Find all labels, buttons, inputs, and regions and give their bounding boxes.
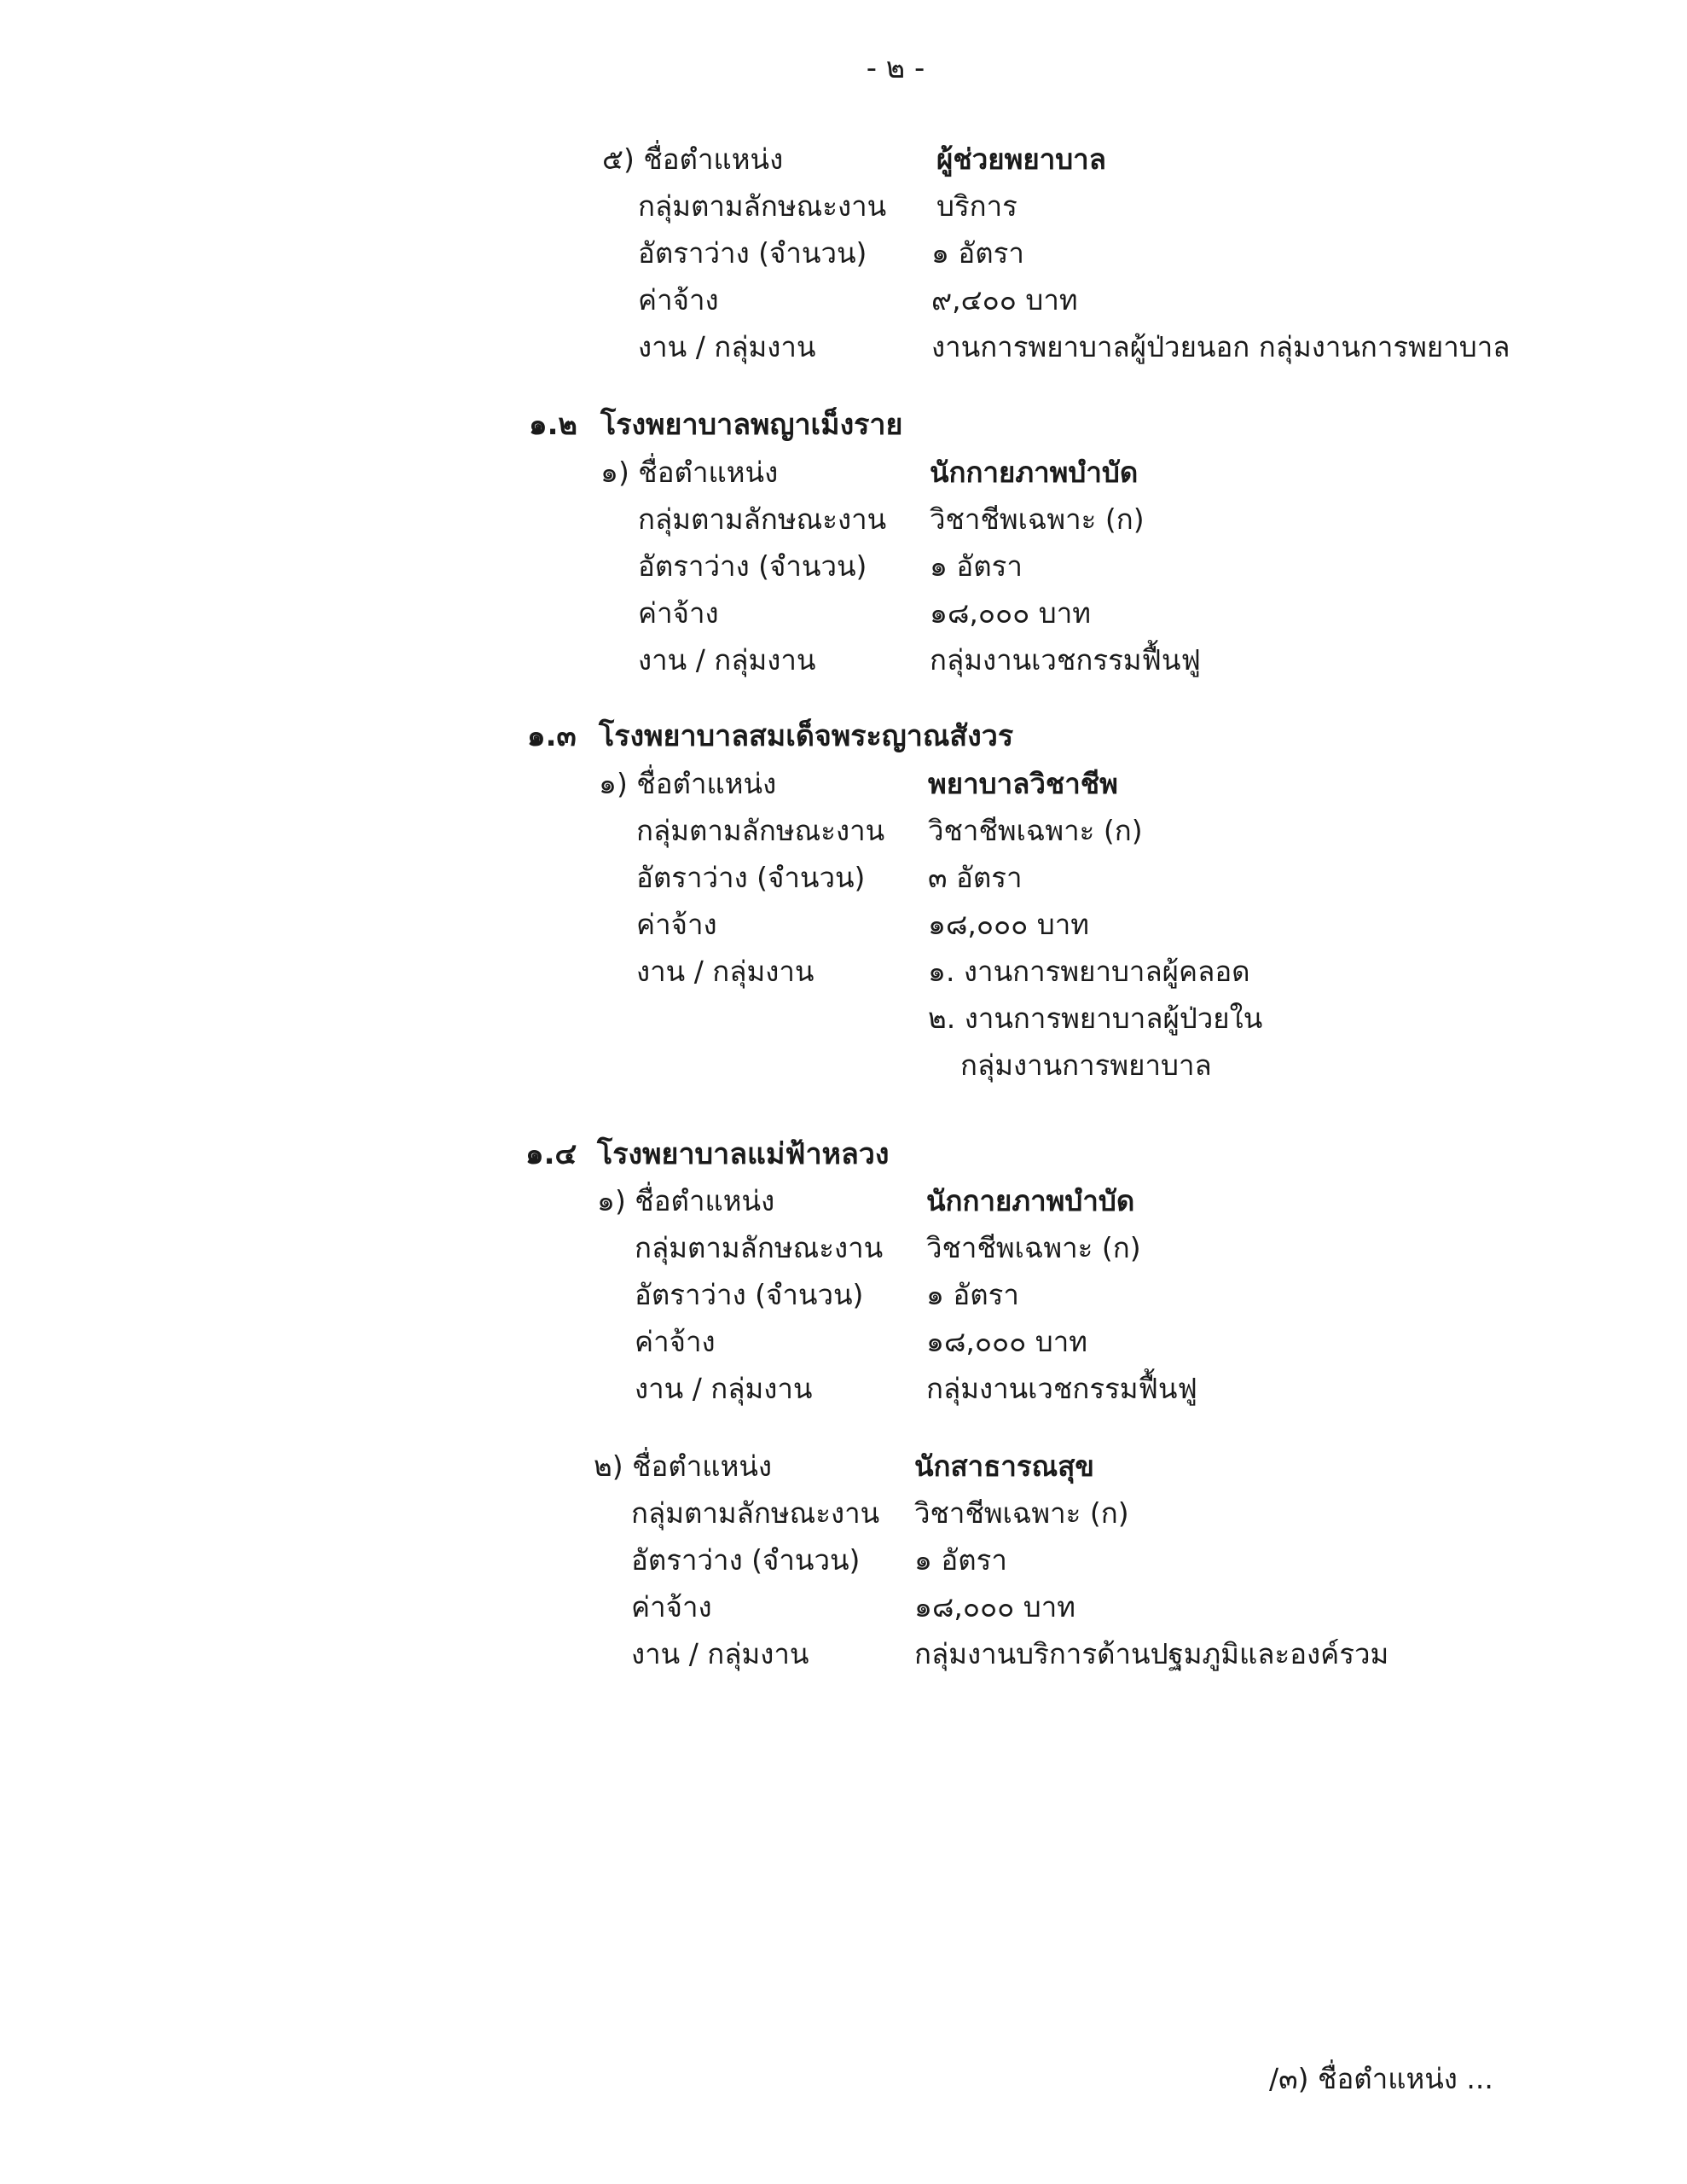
vacancy-value: ๑ อัตรา: [926, 1278, 1019, 1311]
unit-value-2: ๒. งานการพยาบาลผู้ป่วยใน: [928, 1002, 1263, 1035]
section-number: ๑.๓: [527, 719, 577, 753]
unit-label: งาน / กลุ่มงาน: [638, 643, 816, 677]
group-label: กลุ่มตามลักษณะงาน: [638, 189, 887, 223]
vacancy-value: ๑ อัตรา: [930, 549, 1023, 583]
unit-value: งานการพยาบาลผู้ป่วยนอก กลุ่มงานการพยาบาล: [931, 330, 1510, 363]
section-title: [527, 712, 1013, 758]
unit-value-1: ๑. งานการพยาบาลผู้คลอด: [928, 955, 1250, 988]
section-number: ๑.๔: [525, 1137, 577, 1171]
vacancy-label: อัตราว่าง (จำนวน): [631, 1543, 861, 1577]
vacancy-label: อัตราว่าง (จำนวน): [638, 236, 867, 270]
position-name: นักกายภาพบำบัด: [926, 1184, 1135, 1217]
group-value: บริการ: [936, 189, 1017, 223]
unit-value: กลุ่มงานเวชกรรมฟื้นฟู: [926, 1372, 1197, 1405]
vacancy-label: อัตราว่าง (จำนวน): [636, 861, 866, 894]
position-name: นักกายภาพบำบัด: [930, 456, 1139, 489]
wage-label: ค่าจ้าง: [638, 283, 719, 317]
position-name: ผู้ช่วยพยาบาล: [936, 142, 1106, 176]
unit-label: งาน / กลุ่มงาน: [638, 330, 816, 363]
wage-value: ๑๘,๐๐๐ บาท: [928, 908, 1090, 941]
group-value: วิชาชีพเฉพาะ (ก): [928, 814, 1143, 847]
section-name: โรงพยาบาลแม่ฟ้าหลวง: [597, 1137, 890, 1171]
group-label: กลุ่มตามลักษณะงาน: [638, 502, 887, 536]
group-value: วิชาชีพเฉพาะ (ก): [926, 1231, 1141, 1264]
wage-value: ๑๘,๐๐๐ บาท: [930, 596, 1092, 630]
vacancy-value: ๑ อัตรา: [914, 1543, 1007, 1577]
wage-value: ๑๘,๐๐๐ บาท: [926, 1325, 1088, 1358]
group-label: กลุ่มตามลักษณะงาน: [636, 814, 885, 847]
position-name: พยาบาลวิชาชีพ: [928, 767, 1118, 800]
group-value: วิชาชีพเฉพาะ (ก): [930, 502, 1145, 536]
unit-value: กลุ่มงานบริการด้านปฐมภูมิและองค์รวม: [914, 1637, 1389, 1670]
vacancy-label: อัตราว่าง (จำนวน): [638, 549, 867, 583]
section-title: [525, 1130, 890, 1176]
unit-value: กลุ่มงานเวชกรรมฟื้นฟู: [930, 643, 1201, 677]
wage-value: ๑๘,๐๐๐ บาท: [914, 1590, 1076, 1623]
vacancy-value: ๑ อัตรา: [931, 236, 1024, 270]
wage-value: ๙,๔๐๐ บาท: [931, 283, 1078, 317]
position-label: ๑) ชื่อตำแหน่ง: [599, 767, 777, 800]
wage-label: ค่าจ้าง: [631, 1590, 712, 1623]
vacancy-label: อัตราว่าง (จำนวน): [635, 1278, 864, 1311]
unit-value-3: กลุ่มงานการพยาบาล: [960, 1048, 1212, 1082]
section-number: ๑.๒: [529, 408, 577, 442]
position-name: นักสาธารณสุข: [914, 1449, 1094, 1483]
wage-label: ค่าจ้าง: [638, 596, 719, 630]
position-label: ๑) ชื่อตำแหน่ง: [597, 1184, 775, 1217]
wage-label: ค่าจ้าง: [636, 908, 717, 941]
section-name: โรงพยาบาลสมเด็จพระญาณสังวร: [599, 719, 1014, 753]
position-label: ๑) ชื่อตำแหน่ง: [600, 456, 779, 489]
group-value: วิชาชีพเฉพาะ (ก): [914, 1496, 1129, 1530]
position-label: ๒) ชื่อตำแหน่ง: [594, 1449, 772, 1483]
group-label: กลุ่มตามลักษณะงาน: [631, 1496, 880, 1530]
vacancy-value: ๓ อัตรา: [928, 861, 1023, 894]
continuation-note: /๓) ชื่อตำแหน่ง ...: [1269, 2062, 1493, 2095]
unit-label: งาน / กลุ่มงาน: [636, 955, 815, 988]
unit-label: งาน / กลุ่มงาน: [635, 1372, 813, 1405]
section-name: โรงพยาบาลพญาเม็งราย: [600, 408, 903, 442]
page-number: - ๒ -: [866, 51, 925, 85]
group-label: กลุ่มตามลักษณะงาน: [635, 1231, 884, 1264]
wage-label: ค่าจ้าง: [635, 1325, 716, 1358]
position-label: ๕) ชื่อตำแหน่ง: [602, 142, 784, 176]
section-title: [529, 401, 902, 447]
unit-label: งาน / กลุ่มงาน: [631, 1637, 809, 1670]
